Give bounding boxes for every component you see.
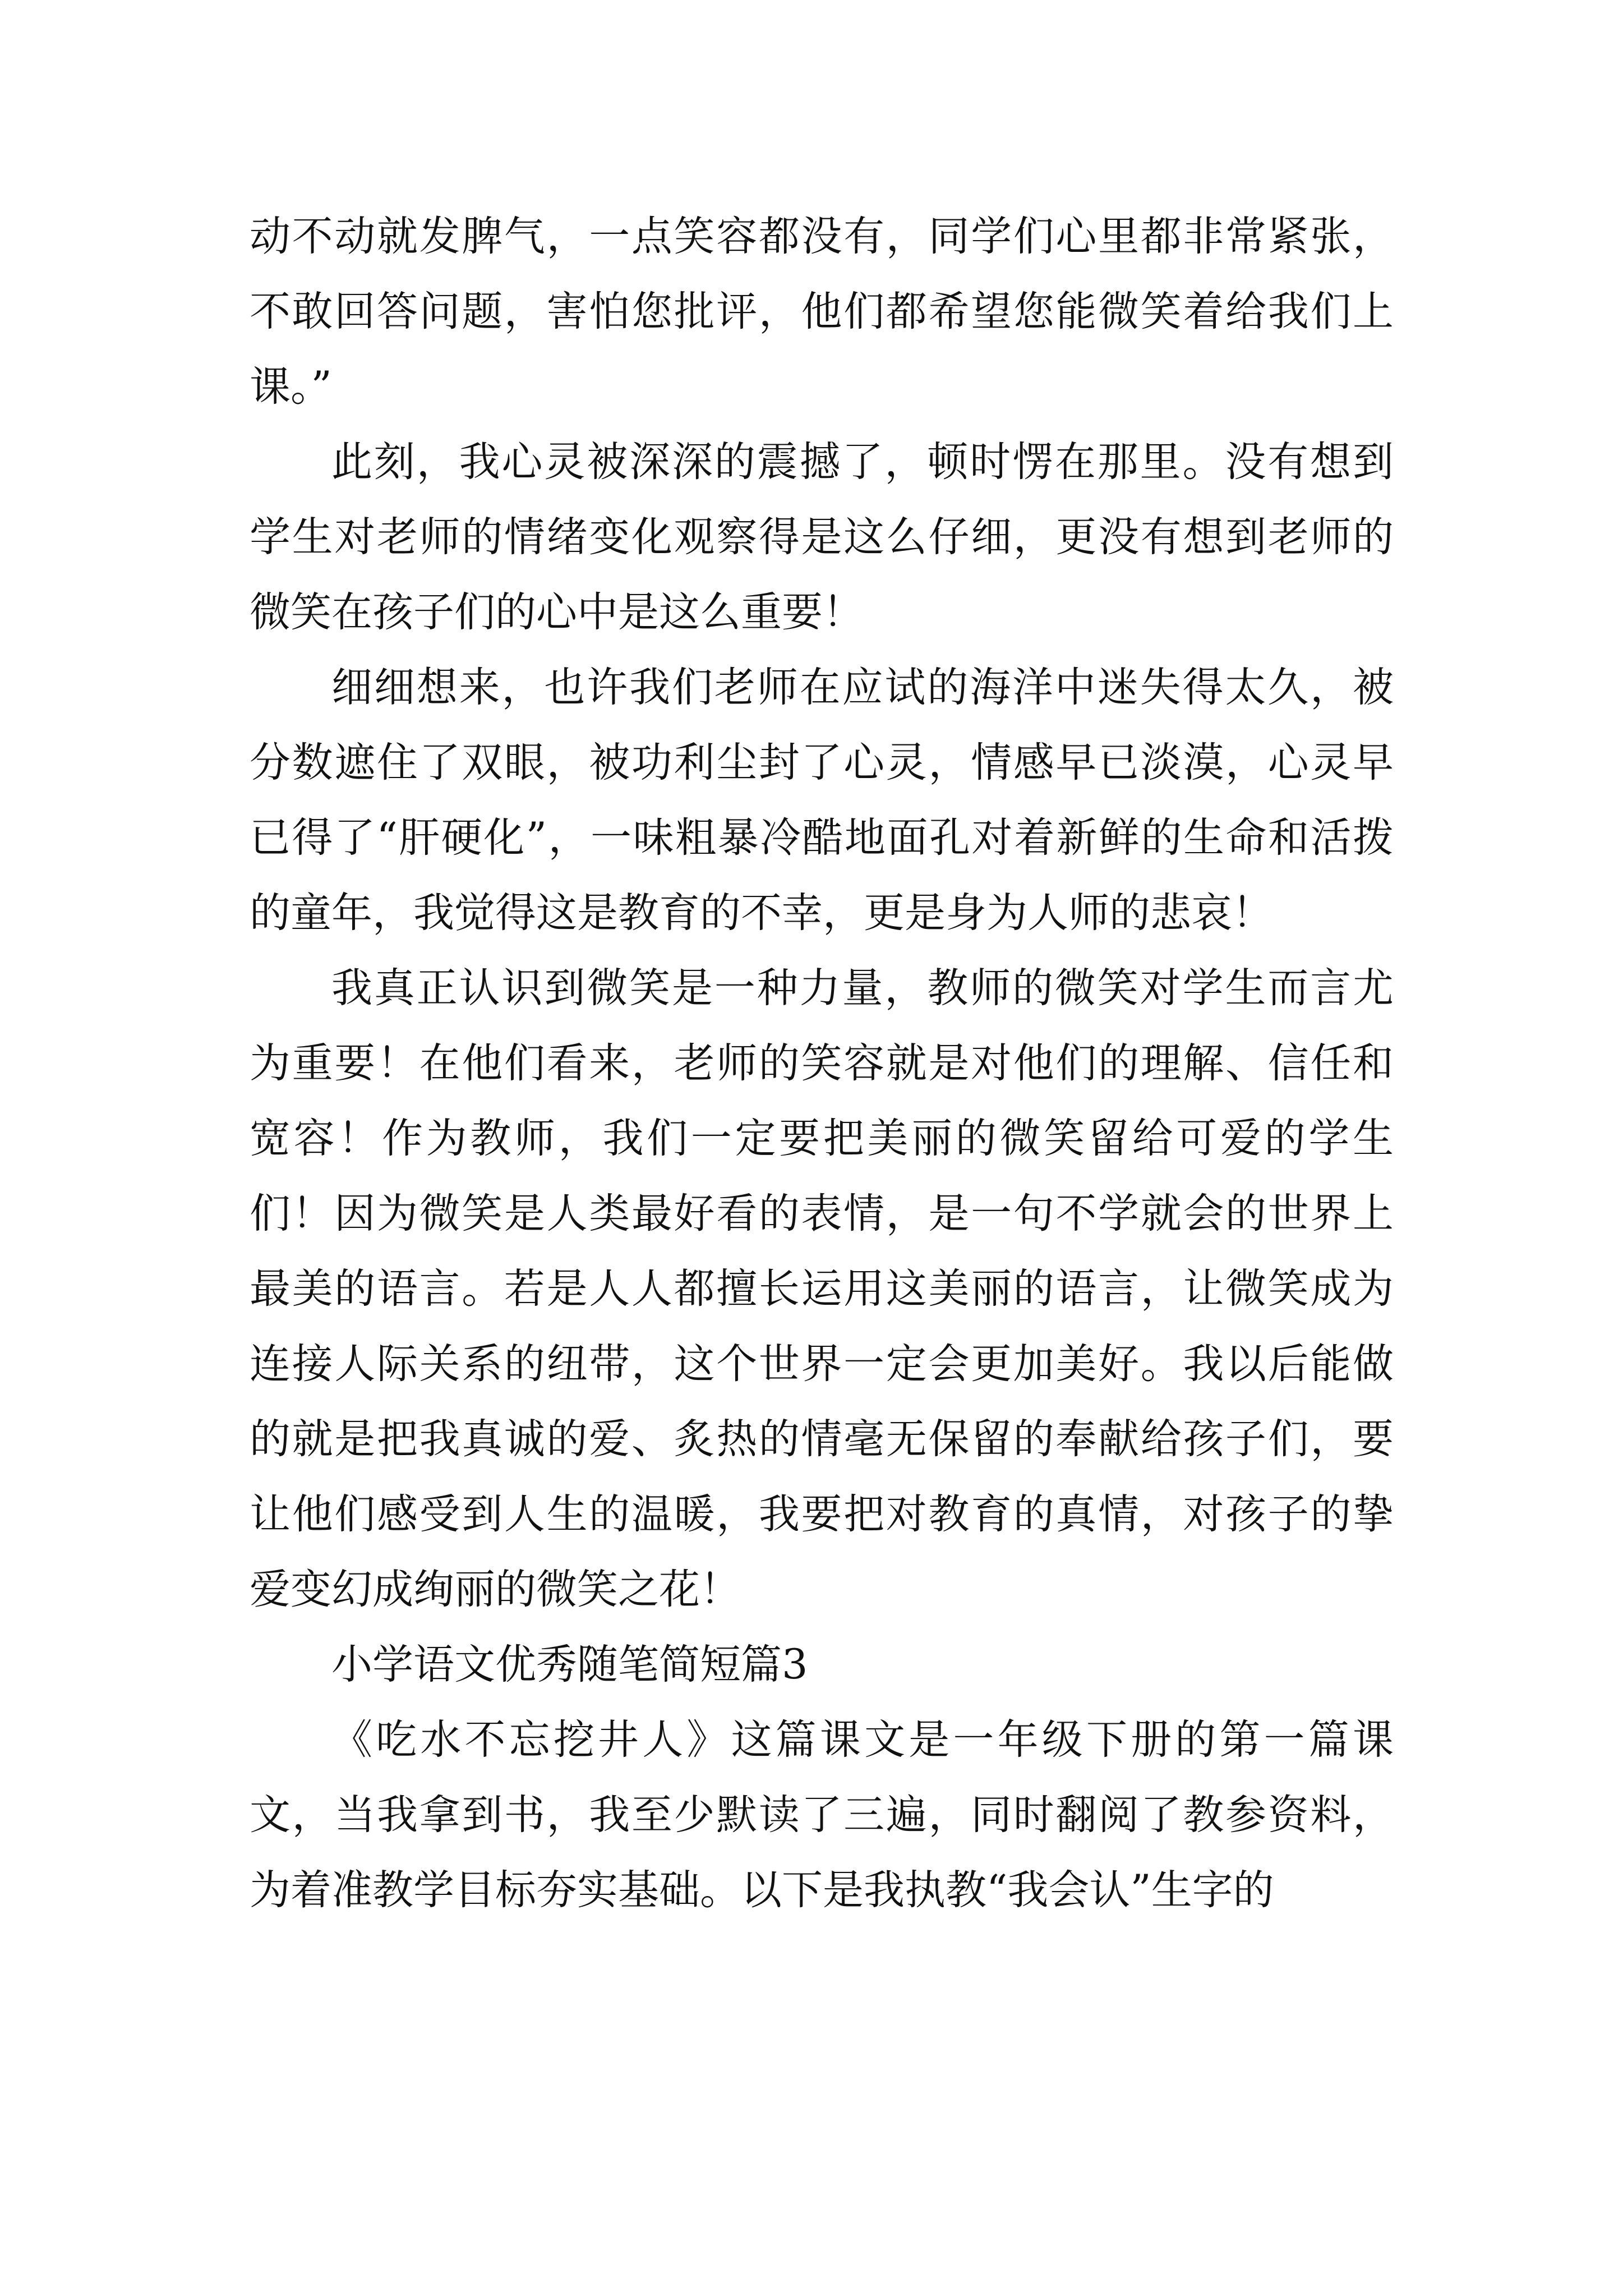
paragraph: 《吃水不忘挖井人》这篇课文是一年级下册的第一篇课文，当我拿到书，我至少默读了三遍，同时翻阅了教参资料，为着准教学目标夯实基础。以下是我执教“我会认”生字的	[250, 1716, 1394, 1914]
paragraph: 我真正认识到微笑是一种力量，教师的微笑对学生而言尤为重要！在他们看来，老师的笑容就是对他们的理解、信任和宽容！作为教师，我们一定要把美丽的微笑留给可爱的学生们！因为微笑是人类最好看的表情，是一句不学就会的世界上最美的语言。若是人人都擅长运用这美丽的语言，让微笑成为连接人际关系的纽带，这个世界一定会更加美好。我以后能做的就是把我真诚的爱、炙热的情毫无保留的奉献给孩子们，要让他们感受到人生的温暖，我要把对教育的真情，对孩子的挚爱变幻成绚丽的微笑之花！	[250, 964, 1394, 1613]
paragraph: 此刻，我心灵被深深的震撼了，顿时愣在那里。没有想到学生对老师的情绪变化观察得是这么仔细，更没有想到老师的微笑在孩子们的心中是这么重要！	[250, 438, 1394, 636]
section-heading: 小学语文优秀随笔简短篇3	[331, 1641, 808, 1688]
paragraph: 细细想来，也许我们老师在应试的海洋中迷失得太久，被分数遮住了双眼，被功利尘封了心灵，情感早已淡漠，心灵早已得了“肝硬化”，一味粗暴冷酷地面孔对着新鲜的生命和活拨的童年，我觉得这是教育的不幸，更是身为人师的悲哀！	[250, 664, 1394, 937]
paragraph-continued: 动不动就发脾气，一点笑容都没有，同学们心里都非常紧张，不敢回答问题，害怕您批评，他们都希望您能微笑着给我们上课。”	[250, 213, 1394, 411]
document-body	[250, 199, 1394, 1928]
